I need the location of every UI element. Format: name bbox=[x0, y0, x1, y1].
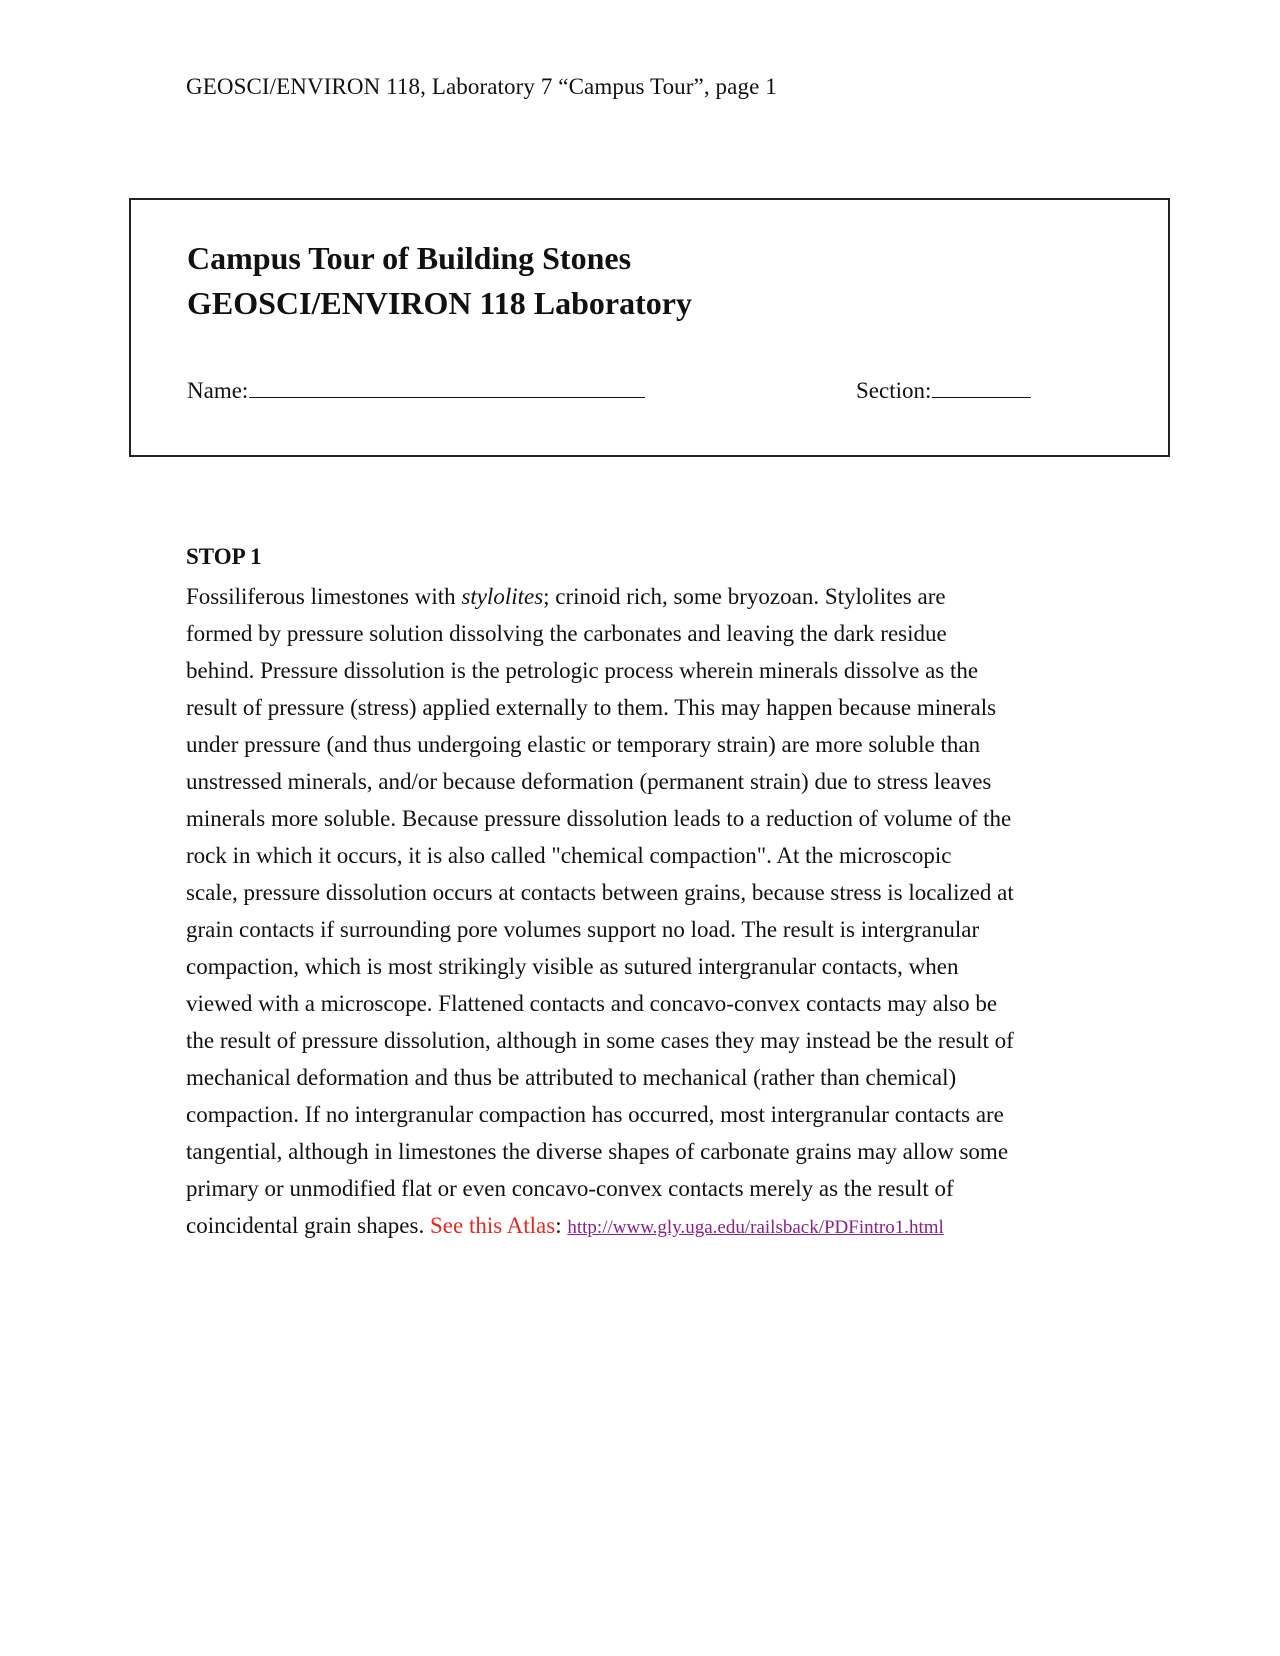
paragraph-line bbox=[186, 578, 1090, 615]
paragraph-line: grain contacts if surrounding pore volumes support no load. The result is intergranular bbox=[186, 917, 980, 942]
paragraph-line: compaction. If no intergranular compaction has occurred, most intergranular contacts are bbox=[186, 1102, 1004, 1127]
section-label: Section: bbox=[856, 378, 932, 403]
stop-1-heading: STOP 1 bbox=[186, 544, 262, 569]
text-run: Fossiliferous limestones with bbox=[186, 584, 462, 609]
paragraph-line: under pressure (and thus undergoing elastic or temporary strain) are more soluble than bbox=[186, 732, 981, 757]
name-label: Name: bbox=[187, 378, 249, 403]
atlas-label: See this Atlas bbox=[429, 1213, 556, 1238]
paragraph-line bbox=[186, 1207, 1090, 1246]
paragraph-line: rock in which it occurs, it is also called "chemical compaction". At the microscopic bbox=[186, 843, 952, 868]
paragraph-line: the result of pressure dissolution, although in some cases they may instead be the result of bbox=[186, 1028, 1014, 1053]
paragraph-line: viewed with a microscope. Flattened contacts and concavo-convex contacts may also be bbox=[186, 991, 998, 1016]
paragraph-line: tangential, although in limestones the diverse shapes of carbonate grains may allow some bbox=[186, 1139, 1009, 1164]
atlas-link[interactable]: http://www.gly.uga.edu/railsback/PDFintro1.html bbox=[567, 1217, 944, 1238]
paragraph-line: unstressed minerals, and/or because deformation (permanent strain) due to stress leaves bbox=[186, 769, 992, 794]
name-blank-line[interactable] bbox=[249, 375, 645, 398]
name-field[interactable] bbox=[187, 375, 645, 406]
stylolites-term: stylolites bbox=[461, 584, 544, 609]
running-header: GEOSCI/ENVIRON 118, Laboratory 7 “Campus Tour”, page 1 bbox=[186, 74, 777, 99]
paragraph-line: primary or unmodified flat or even concavo-convex contacts merely as the result of bbox=[186, 1176, 954, 1201]
paragraph-line: scale, pressure dissolution occurs at contacts between grains, because stress is localized at bbox=[186, 880, 1014, 905]
paragraph-line: minerals more soluble. Because pressure dissolution leads to a reduction of volume of the bbox=[186, 806, 1012, 831]
paragraph-line: compaction, which is most strikingly visible as sutured intergranular contacts, when bbox=[186, 954, 959, 979]
title-box bbox=[129, 198, 1170, 457]
course-subtitle: GEOSCI/ENVIRON 118 Laboratory bbox=[187, 285, 692, 321]
section-field[interactable] bbox=[856, 375, 1031, 406]
text-run: ; crinoid rich, some bryozoan. Stylolites are bbox=[543, 584, 946, 609]
paragraph-line: formed by pressure solution dissolving the carbonates and leaving the dark residue bbox=[186, 621, 947, 646]
text-run: : bbox=[555, 1213, 568, 1238]
paragraph-line: result of pressure (stress) applied externally to them. This may happen because minerals bbox=[186, 695, 997, 720]
stop-1-paragraph bbox=[186, 578, 1090, 1246]
section-blank-line[interactable] bbox=[932, 375, 1031, 398]
paragraph-line: mechanical deformation and thus be attributed to mechanical (rather than chemical) bbox=[186, 1065, 957, 1090]
document-title: Campus Tour of Building Stones bbox=[187, 240, 632, 276]
paragraph-line: behind. Pressure dissolution is the petrologic process wherein minerals dissolve as the bbox=[186, 658, 979, 683]
text-run: coincidental grain shapes. bbox=[186, 1213, 430, 1238]
